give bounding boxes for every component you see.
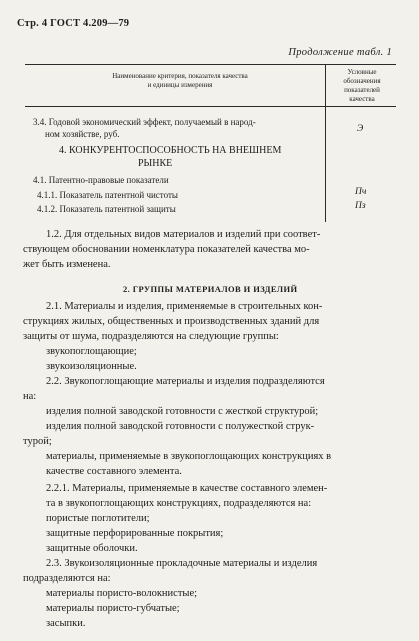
table-header-rule — [25, 106, 396, 107]
table-header-col2-line1: Условные — [347, 68, 377, 76]
para-2-3-item1: материалы пористо-волокнистые; — [46, 588, 198, 599]
para-1-2-line2: ствующем обосновании номенклатура показателей качества мо- — [23, 244, 310, 255]
para-2-3-line1: 2.3. Звукоизоляционные прокладочные материалы и изделия — [46, 558, 318, 569]
table-header-col2-line3: показателей — [344, 86, 380, 94]
para-2-2-1-item1: пористые поглотители; — [46, 513, 150, 524]
table-row-3-4-line2: ном хозяйстве, руб. — [45, 129, 120, 139]
table-row-3-4-symbol: Э — [357, 124, 364, 134]
table-header-col2-line4: качества — [349, 95, 375, 103]
para-2-2-item1: изделия полной заводской готовности с жесткой структурой; — [46, 406, 319, 417]
table-header-col1 — [60, 72, 300, 90]
para-2-2-1-line1: 2.2.1. Материалы, применяемые в качестве составного элемен- — [46, 483, 328, 494]
para-2-3-line2: подразделяются на: — [23, 573, 111, 584]
table-top-rule — [25, 64, 396, 65]
table-row-4-1-2-symbol: Пз — [355, 201, 366, 211]
para-2-1-line3: защиты от шума, подразделяются на следующие группы: — [23, 331, 279, 342]
para-2-2-1-item3: защитные оболочки. — [46, 543, 138, 554]
table-header-col1-line1: Наименование критерия, показателя качества — [112, 72, 248, 80]
table-header-col1-line2: и единицы измерения — [147, 81, 213, 89]
para-1-2-line1: 1.2. Для отдельных видов материалов и изделий при соответ- — [46, 229, 321, 240]
para-2-2-item3b: качестве составного элемента. — [46, 466, 182, 477]
table-row-4-1-1: 4.1.1. Показатель патентной чистоты — [37, 190, 178, 200]
table-row-4-1-2: 4.1.2. Показатель патентной защиты — [37, 204, 176, 214]
para-2-2-1-line2: та в звукопоглощающих конструкциях, подразделяются на: — [46, 498, 312, 509]
table-section-4-line1: 4. КОНКУРЕНТОСПОСОБНОСТЬ НА ВНЕШНЕМ — [59, 145, 282, 156]
table-row-4-1-1-symbol: Пч — [355, 187, 367, 197]
table-row-3-4-line1: 3.4. Годовой экономический эффект, получаемый в народ- — [33, 117, 256, 127]
para-2-2-1-item2: защитные перфорированные покрытия; — [46, 528, 224, 539]
para-1-2-line3: жет быть изменена. — [23, 259, 111, 270]
table-section-4-line2: РЫНКЕ — [138, 158, 173, 169]
page-header: Стр. 4 ГОСТ 4.209—79 — [17, 18, 130, 29]
para-2-2-item2a: изделия полной заводской готовности с полужесткой струк- — [46, 421, 315, 432]
table-column-divider — [325, 64, 326, 222]
para-2-1-line2: струкциях жилых, общественных и производственных зданий для — [23, 316, 320, 327]
para-2-2-line1: 2.2. Звукопоглощающие материалы и изделия подразделяются — [46, 376, 325, 387]
para-2-1-line1: 2.1. Материалы и изделия, применяемые в строительных кон- — [46, 301, 323, 312]
para-2-2-line2: на: — [23, 391, 37, 402]
para-2-1-item2: звукоизоляционные. — [46, 361, 137, 372]
table-row-4-1: 4.1. Патентно-правовые показатели — [33, 175, 169, 185]
para-2-2-item3a: материалы, применяемые в звукопоглощающих конструкциях в — [46, 451, 332, 462]
para-2-3-item2: материалы пористо-губчатые; — [46, 603, 180, 614]
para-2-2-item2b: турой; — [23, 436, 52, 447]
table-header-col2-line2: обозначения — [343, 77, 381, 85]
para-2-1-item1: звукопоглощающие; — [46, 346, 137, 357]
section-2-heading: 2. ГРУППЫ МАТЕРИАЛОВ И ИЗДЕЛИЙ — [123, 284, 298, 294]
table-header-col2 — [327, 68, 397, 104]
para-2-3-item3: засыпки. — [46, 618, 86, 629]
table-continuation-label: Продолжение табл. 1 — [288, 47, 392, 58]
